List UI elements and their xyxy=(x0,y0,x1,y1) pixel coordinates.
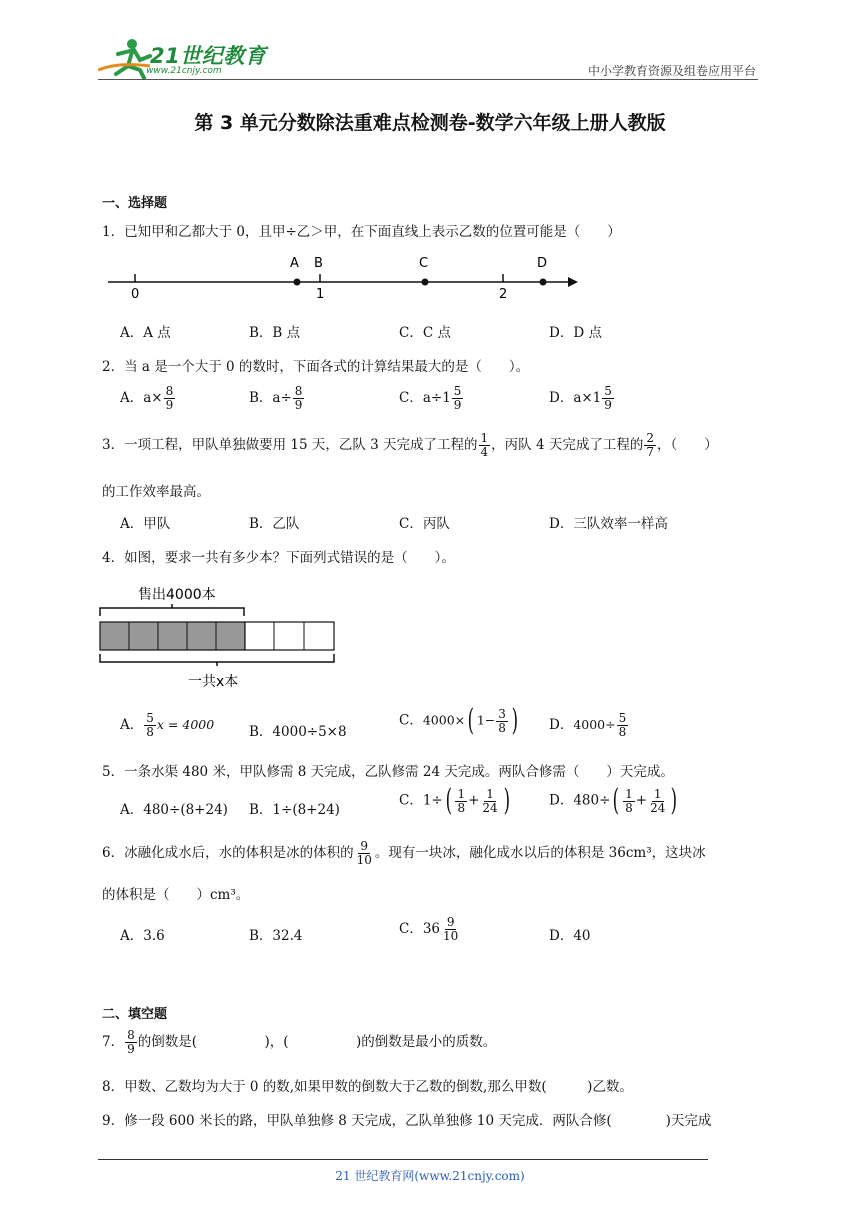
q1-option-a[interactable]: A．A 点 xyxy=(120,325,171,341)
fraction: $\frac{5}{9}$ xyxy=(604,384,612,412)
footer-text: 21 世纪教育网(www.21cnjy.com) xyxy=(335,1169,525,1183)
point-c xyxy=(422,279,429,286)
q2-option-d[interactable] xyxy=(549,385,615,412)
q2-option-b-label: B．a÷ xyxy=(249,390,292,406)
q4-option-b[interactable]: B．4000÷5×8 xyxy=(249,724,347,740)
q2-option-a-label: A．a× xyxy=(120,390,163,406)
q3-option-a[interactable]: A．甲队 xyxy=(120,516,171,532)
fraction: $\frac{8}{9}$ xyxy=(294,384,303,412)
number-line xyxy=(100,250,590,306)
point-label-a: A xyxy=(290,256,299,271)
point-label-d: D xyxy=(537,256,548,271)
q6-option-d[interactable]: D．40 xyxy=(549,928,591,944)
arrow-right-icon xyxy=(568,277,578,287)
q5-option-b[interactable]: B．1÷(8+24) xyxy=(249,802,340,818)
q4-option-d[interactable]: D．4000÷ $\frac{5}{8}$ xyxy=(549,711,627,739)
question-2-text: 2．当 a 是一个大于 0 的数时，下面各式的计算结果最大的是（ ）。 xyxy=(102,359,530,375)
logo-text: 21世纪教育 xyxy=(150,44,267,68)
q6-option-c[interactable]: C．36 $\frac{9}{10}$ xyxy=(399,915,459,943)
question-3-line2: 的工作效率最高。 xyxy=(102,484,210,500)
q5-option-c[interactable]: C．1÷( $\frac{1}{8}$ + $\frac{1}{24}$ ) xyxy=(399,783,510,818)
question-8-text: 8．甲数、乙数均为大于 0 的数,如果甲数的倒数大于乙数的倒数,那么甲数( )乙数。 xyxy=(102,1079,633,1095)
header-divider xyxy=(98,79,758,80)
tick-label-2: 2 xyxy=(499,287,508,302)
question-1-text: 1．已知甲和乙都大于 0，且甲÷乙＞甲，在下面直线上表示乙数的位置可能是（ ） xyxy=(102,224,621,240)
q1-option-c[interactable]: C．C 点 xyxy=(399,325,451,341)
q6-option-b[interactable]: B．32.4 xyxy=(249,928,303,944)
segment-diagram xyxy=(96,578,346,693)
fraction: $\frac{8}{9}$ xyxy=(165,384,174,412)
platform-name: 中小学教育资源及组卷应用平台 xyxy=(587,64,756,78)
question-9-text: 9．修一段 600 米长的路，甲队单独修 8 天完成，乙队单独修 10 天完成．两队合修( )天完成 xyxy=(102,1113,712,1129)
question-6-text: 6．冰融化成水后，水的体积是冰的体积的 $\frac{9}{10}$ 。现有一块冰，融化成水以后的体积是 36cm³，这块冰 xyxy=(102,839,706,867)
logo-url: www.21cnjy.com xyxy=(146,66,222,76)
point-d xyxy=(540,279,547,286)
point-label-c: C xyxy=(419,256,429,271)
section-heading-choice: 一、选择题 xyxy=(102,196,168,211)
diagram-bottom-label: 一共x本 xyxy=(188,674,239,690)
q4-option-a[interactable]: A． $\frac{5}{8}$ x = 4000 xyxy=(120,711,215,739)
q4-option-c[interactable]: C．4000×( 1− $\frac{3}{8}$ ) xyxy=(399,703,519,738)
section-heading-fill: 二、填空题 xyxy=(102,1007,168,1022)
q1-option-d[interactable]: D．D 点 xyxy=(549,325,602,341)
question-7-text: 7． $\frac{8}{9}$ 的倒数是( )，( )的倒数是最小的质数。 xyxy=(102,1028,497,1056)
q5-option-d[interactable]: D．480÷( $\frac{1}{8}$ + $\frac{1}{24}$ ) xyxy=(549,783,678,818)
question-5-text: 5．一条水渠 480 米，甲队修需 8 天完成，乙队修需 24 天完成。两队合修需（ ）天完成。 xyxy=(102,764,674,780)
tick-label-1: 1 xyxy=(316,287,325,302)
q1-option-b[interactable]: B．B 点 xyxy=(249,325,301,341)
point-a xyxy=(294,279,301,286)
tick-label-0: 0 xyxy=(131,287,140,302)
q3-option-c[interactable]: C．丙队 xyxy=(399,516,450,532)
question-6-line2: 的体积是（ ）cm³。 xyxy=(102,887,250,903)
q3-option-d[interactable]: D．三队效率一样高 xyxy=(549,516,668,532)
question-4-text: 4．如图，要求一共有多少本？下面列式错误的是（ ）。 xyxy=(102,550,455,566)
q2-option-b[interactable] xyxy=(249,385,305,412)
q3-option-b[interactable]: B．乙队 xyxy=(249,516,300,532)
page-title: 第 3 单元分数除法重难点检测卷-数学六年级上册人教版 xyxy=(194,112,666,134)
q2-option-d-label: D．a×1 xyxy=(549,390,602,406)
diagram-top-label: 售出4000本 xyxy=(138,587,216,603)
q2-option-c[interactable] xyxy=(399,385,464,412)
q2-option-a[interactable] xyxy=(120,385,176,412)
question-3-text: 3．一项工程，甲队单独做要用 15 天，乙队 3 天完成了工程的 $\frac{1}{4}$ ，丙队 4 天完成了工程的 $\frac{2}{7}$ ，（ ） xyxy=(102,431,718,459)
q5-option-a[interactable]: A．480÷(8+24) xyxy=(120,802,228,818)
q6-option-a[interactable]: A．3.6 xyxy=(120,928,165,944)
footer-divider xyxy=(98,1159,708,1160)
q2-option-c-label: C．a÷1 xyxy=(399,390,451,406)
fraction: $\frac{5}{9}$ xyxy=(453,384,462,412)
point-label-b: B xyxy=(314,256,323,271)
